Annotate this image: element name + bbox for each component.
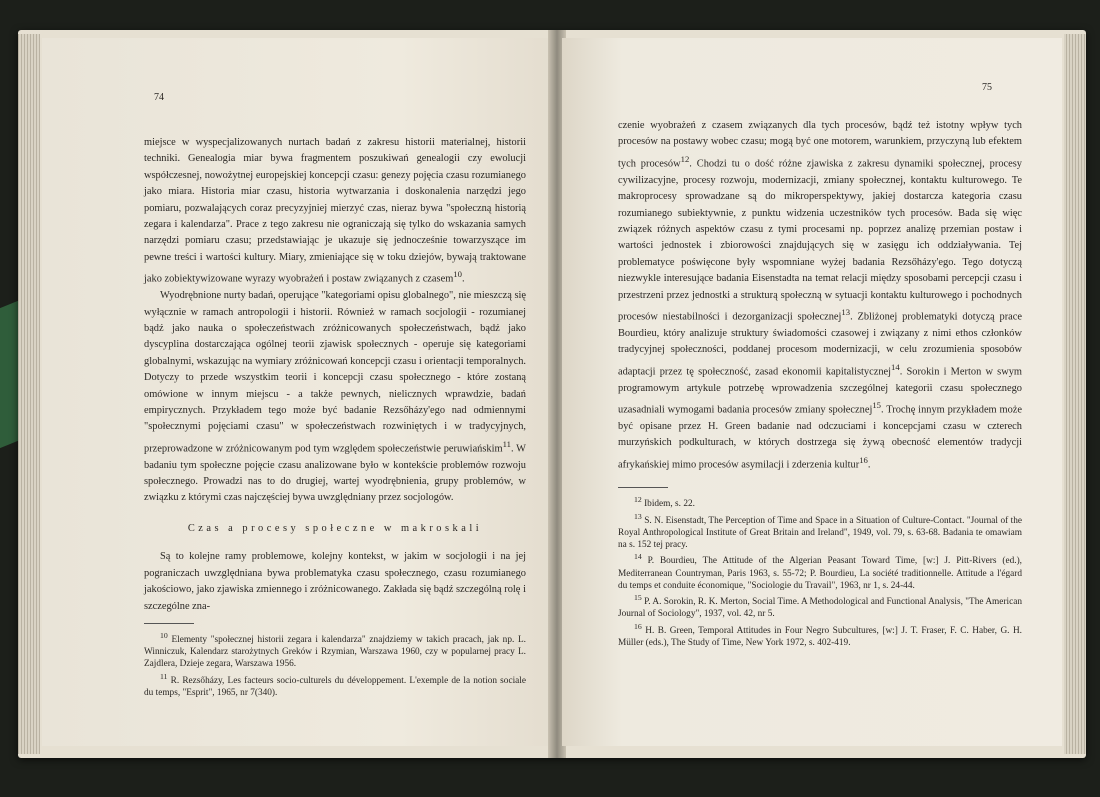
right-page-edges xyxy=(1064,34,1086,754)
left-body-text xyxy=(144,135,526,699)
right-body-text xyxy=(618,118,1022,649)
paragraph: miejsce w wyspecjalizowanych nurtach badań z zakresu historii materialnej, historii techniki. Genealogia miar bywa fragmentem poszukiwań genealogii czy ewolucji współczesnej, nowożytnej europejskiej koncepcji czasu: genezy pojęcia czasu rozumianego jako miara. Historia miar czasu, historia wytwarzania i doskonalenia narzędzi jego pomiaru, pozwalających coraz precyzyjniej mierzyć czas, nieraz bywa "społeczną historią zegara i kalendarza". Prace z tego zakresu nie ograniczają się tylko do wskazania samych narzędzi pomiaru czasu; przedstawiając je ukazuje się jednocześnie towarzyszące im pewne treści i wartości kultury. Miary, zmieniające się w toku dziejów, bywają traktowane jako zobiektywizowane wyrazy wyobrażeń i postaw związanych z czasem$^{10}$. xyxy=(144,137,526,285)
footnote-ref: 15 xyxy=(872,399,881,410)
footnote-ref: 13 xyxy=(841,306,851,317)
footnote: $^{12}$ Ibidem, s. 22. xyxy=(634,495,695,510)
footnote-ref: 11 xyxy=(502,438,511,449)
paragraph: Wyodrębnione nurty badań, operujące "kategoriami opisu globalnego", nie mieszczą się wyłącznie w ramach antropologii i historii. Również w ramach socjologii - rozumianej bądź jako nauka o społeczeństwach zróżnicowanych społeczeństwach, bądź jako dyscyplina dostarczająca ogólnej teorii zjawisk społecznych - operuje się kategoriami globalnymi, wskazując na wymiary zróżnicowań koncepcji czasu i orientacji temporalnych. Dotyczy to przede wszystkim teorii i koncepcji czasu społecznego - które zostaną omówione w innym miejscu - a także pewnych, nielicznych wprawdzie, badań empirycznych. Przykładem tego może być badanie Rezsőházy'ego nad odmiennymi "społecznymi pojęciami czasu" w społeczeństwach rozwiniętych i w tradycyjnych, przeprowadzone w zróżnicowanym pod tym względem społeczeństwie peruwiańskim$^{11}$. W badaniu tym społeczne pojęcie czasu analizowane było w kontekście problemów rozwoju społecznego. Prowadzi nas to do drugiej, wartej wyodrębnienia, grupy problemów, w związku z którymi czas najczęściej bywa uwzględniany przez socjologów. xyxy=(144,290,526,504)
footnote-divider xyxy=(144,623,194,624)
footnote: $^{14}$ P. Bourdieu, The Attitude of the Algerian Peasant Toward Time, [w:] J. Pitt-Rivers (ed.), Mediterranean Countryman, Paris 1963, s. 55-72; P. Bourdieu, La société traditionnelle. Attitude a l'égard du temps et conduite économique, "Sociologie du Travail", 1963, nr 1, s. 24-44. xyxy=(618,552,1022,591)
open-book xyxy=(18,30,1086,758)
left-page-edges xyxy=(18,34,40,754)
footnote-divider xyxy=(618,487,668,488)
page-number-right: 75 xyxy=(982,82,992,93)
left-page xyxy=(42,38,552,746)
footnote-ref: 12 xyxy=(680,153,690,164)
footnote-ref: 14 xyxy=(891,361,900,372)
footnote: $^{13}$ S. N. Eisenstadt, The Perception of Time and Space in a Situation of Culture-Contact. "Journal of the Royal Anthropological Institute of Great Britain and Ireland", 1949, vol. 79, s. 63-68. Badania te omawiam na s. 152 tej pracy. xyxy=(618,511,1022,551)
right-page xyxy=(562,38,1062,746)
footnote: $^{15}$ P. A. Sorokin, R. K. Merton, Social Time. A Methodological and Functional Analysis, "The American Journal of Sociology", 1937, vol. 42, nr 5. xyxy=(618,593,1022,620)
paragraph: Są to kolejne ramy problemowe, kolejny kontekst, w jakim w socjologii i na jej pograniczach uwzględniana bywa problematyka czasu społecznego, czasu rozumianego jakościowo, jako zjawiska zmiennego i zróżnicowanego. Zakłada się bądź szczególną rolę i szczególne zna- xyxy=(144,551,526,612)
footnote: $^{10}$ Elementy "społecznej historii zegara i kalendarza" znajdziemy w takich pracach, jak np. L. Winniczuk, Kalendarz starożytnych Greków i Rzymian, Warszawa 1960, czy w popularnej pracy L. Zajdlera, Dzieje zegara, Warszawa 1956. xyxy=(144,630,526,670)
footnote: $^{16}$ H. B. Green, Temporal Attitudes in Four Negro Subcultures, [w:] J. T. Fraser, F. C. Haber, G. H. Müller (eds.), The Study of Time, New York 1972, s. 402-419. xyxy=(618,621,1023,648)
footnote-ref: 16 xyxy=(859,454,868,465)
section-heading: Czas a procesy społeczne w makroskali xyxy=(187,522,483,534)
footnote-ref: 10 xyxy=(453,269,462,280)
footnote: $^{11}$ R. Rezsőházy, Les facteurs socio-culturels du développement. L'exemple de la notion sociale du temps, "Esprit", 1965, nr 7(340). xyxy=(144,671,526,698)
paragraph: czenie wyobrażeń z czasem związanych dla tych procesów, bądź też istotny wpływ tych procesów na postawy wobec czasu; mogą być one motorem, warunkiem, przyczyną lub efektem tych procesów$^{12}$. Chodzi tu o dość różne zjawiska z zakresu dynamiki społecznej, procesy cywilizacyjne, procesy rozwoju, modernizacji, zmiany społecznej, kontaktu kulturowego. Te makroprocesy sprowadzane są do mikroperspektywy, jakiej dostarcza kategoria czasu rozumianego subiektywnie, z punktu widzenia uczestników tych procesów. Bada się więc związek różnych aspektów czasu z tymi procesami np. poprzez analizę przemian postaw i wartości jednostek i zbiorowości znajdujących się w zasięgu ich oddziaływania. Tej problematyce poświęcone były wspomniane wyżej badania Rezsőházy'ego. Tego dotyczą niezwykle interesujące badania Eisenstadta na temat relacji między sposobami percepcji czasu i przestrzeni przez jednostki a strukturą społeczną w sytuacji kontaktu kulturowego i pochodnych procesów niestabilności i dezorganizacji społecznej$^{13}$. Zbliżonej problematyki dotyczą prace Bourdieu, który analizuje struktury świadomości czasowej i związany z nimi ethos członków tradycyjnej społeczności, poddanej procesom modernizacji, w celu zrozumienia sposobów adaptacji przez tę społeczność, zasad ekonomii kapitalistycznej$^{14}$. Sorokin i Merton w swym programowym artykule potrzebę wprowadzenia szczególnej kategorii czasu społecznego uzasadniali wymogami badania procesów zmiany społecznej$^{15}$. Trochę innym przykładem może być opisane przez H. Green badanie nad odczuciami i koncepcjami czasu w czterech murzyńskich podkulturach, w których dostrzega się żywą obecność elementów tradycji afrykańskiej mimo procesów asymilacji i zderzenia kultur$^{16}$. xyxy=(618,120,1022,471)
page-number-left: 74 xyxy=(154,92,164,103)
